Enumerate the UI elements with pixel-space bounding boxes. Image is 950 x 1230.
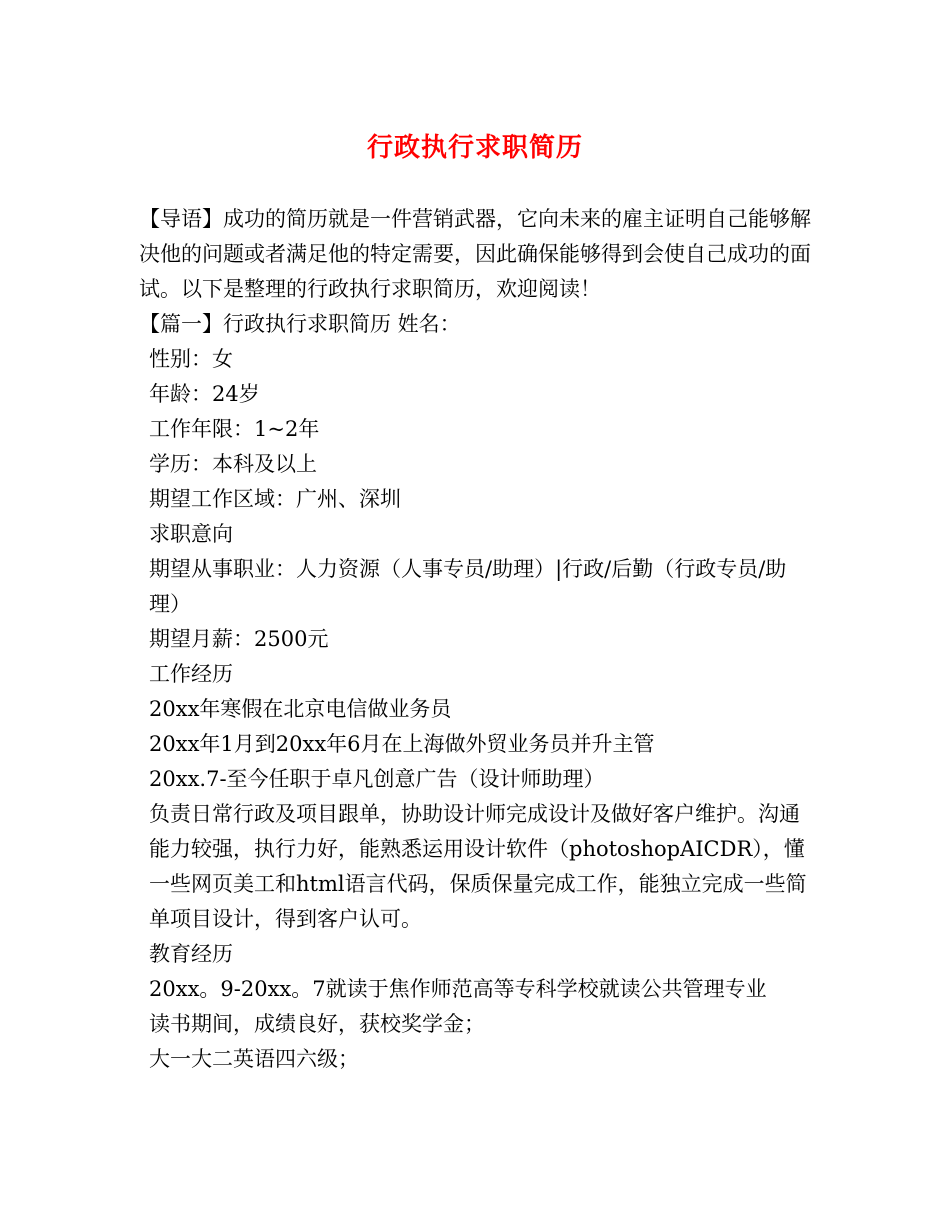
- intro-paragraph: 【导语】成功的简历就是一件营销武器，它向未来的雇主证明自己能够解决他的问题或者满足他的特定需要，因此确保能够得到会使自己成功的面试。以下是整理的行政执行求职简历，欢迎阅读！: [139, 207, 811, 301]
- document-title: 行政执行求职简历: [366, 133, 583, 163]
- desired-salary-line: 期望月薪：2500元: [149, 627, 329, 651]
- job-description-paragraph: 负责日常行政及项目跟单，协助设计师完成设计及做好客户维护。沟通能力较强，执行力好，能熟悉运用设计软件（photoshopAICDR），懂一些网页美工和html语言代码，保质保量完成工作，能独立完成一些简单项目设计，得到客户认可。: [149, 802, 807, 931]
- work-experience-heading: 工作经历: [149, 662, 233, 686]
- work-experience-item: 20xx年1月到20xx年6月在上海做外贸业务员并升主管: [149, 732, 655, 756]
- education-item: 读书期间，成绩良好，获校奖学金；: [149, 1012, 485, 1036]
- desired-position-line: 期望从事职业：人力资源（人事专员/助理）|行政/后勤（行政专员/助理）: [149, 557, 787, 616]
- age-line: 年龄：24岁: [149, 382, 260, 406]
- section-heading-part-one: 【篇一】行政执行求职简历 姓名：: [139, 312, 461, 336]
- work-years-line: 工作年限：1~2年: [149, 417, 320, 441]
- job-intention-heading: 求职意向: [149, 522, 233, 546]
- education-item: 20xx。9-20xx。7就读于焦作师范高等专科学校就读公共管理专业: [149, 977, 767, 1001]
- preferred-region-line: 期望工作区域：广州、深圳: [149, 487, 401, 511]
- education-level-line: 学历：本科及以上: [149, 452, 317, 476]
- work-experience-item: 20xx年寒假在北京电信做业务员: [149, 697, 452, 721]
- education-heading: 教育经历: [149, 942, 233, 966]
- education-item: 大一大二英语四六级；: [149, 1047, 359, 1071]
- work-experience-item: 20xx.7-至今任职于卓凡创意广告（设计师助理）: [149, 767, 605, 791]
- gender-line: 性别：女: [149, 347, 233, 371]
- document-body: [139, 202, 815, 1077]
